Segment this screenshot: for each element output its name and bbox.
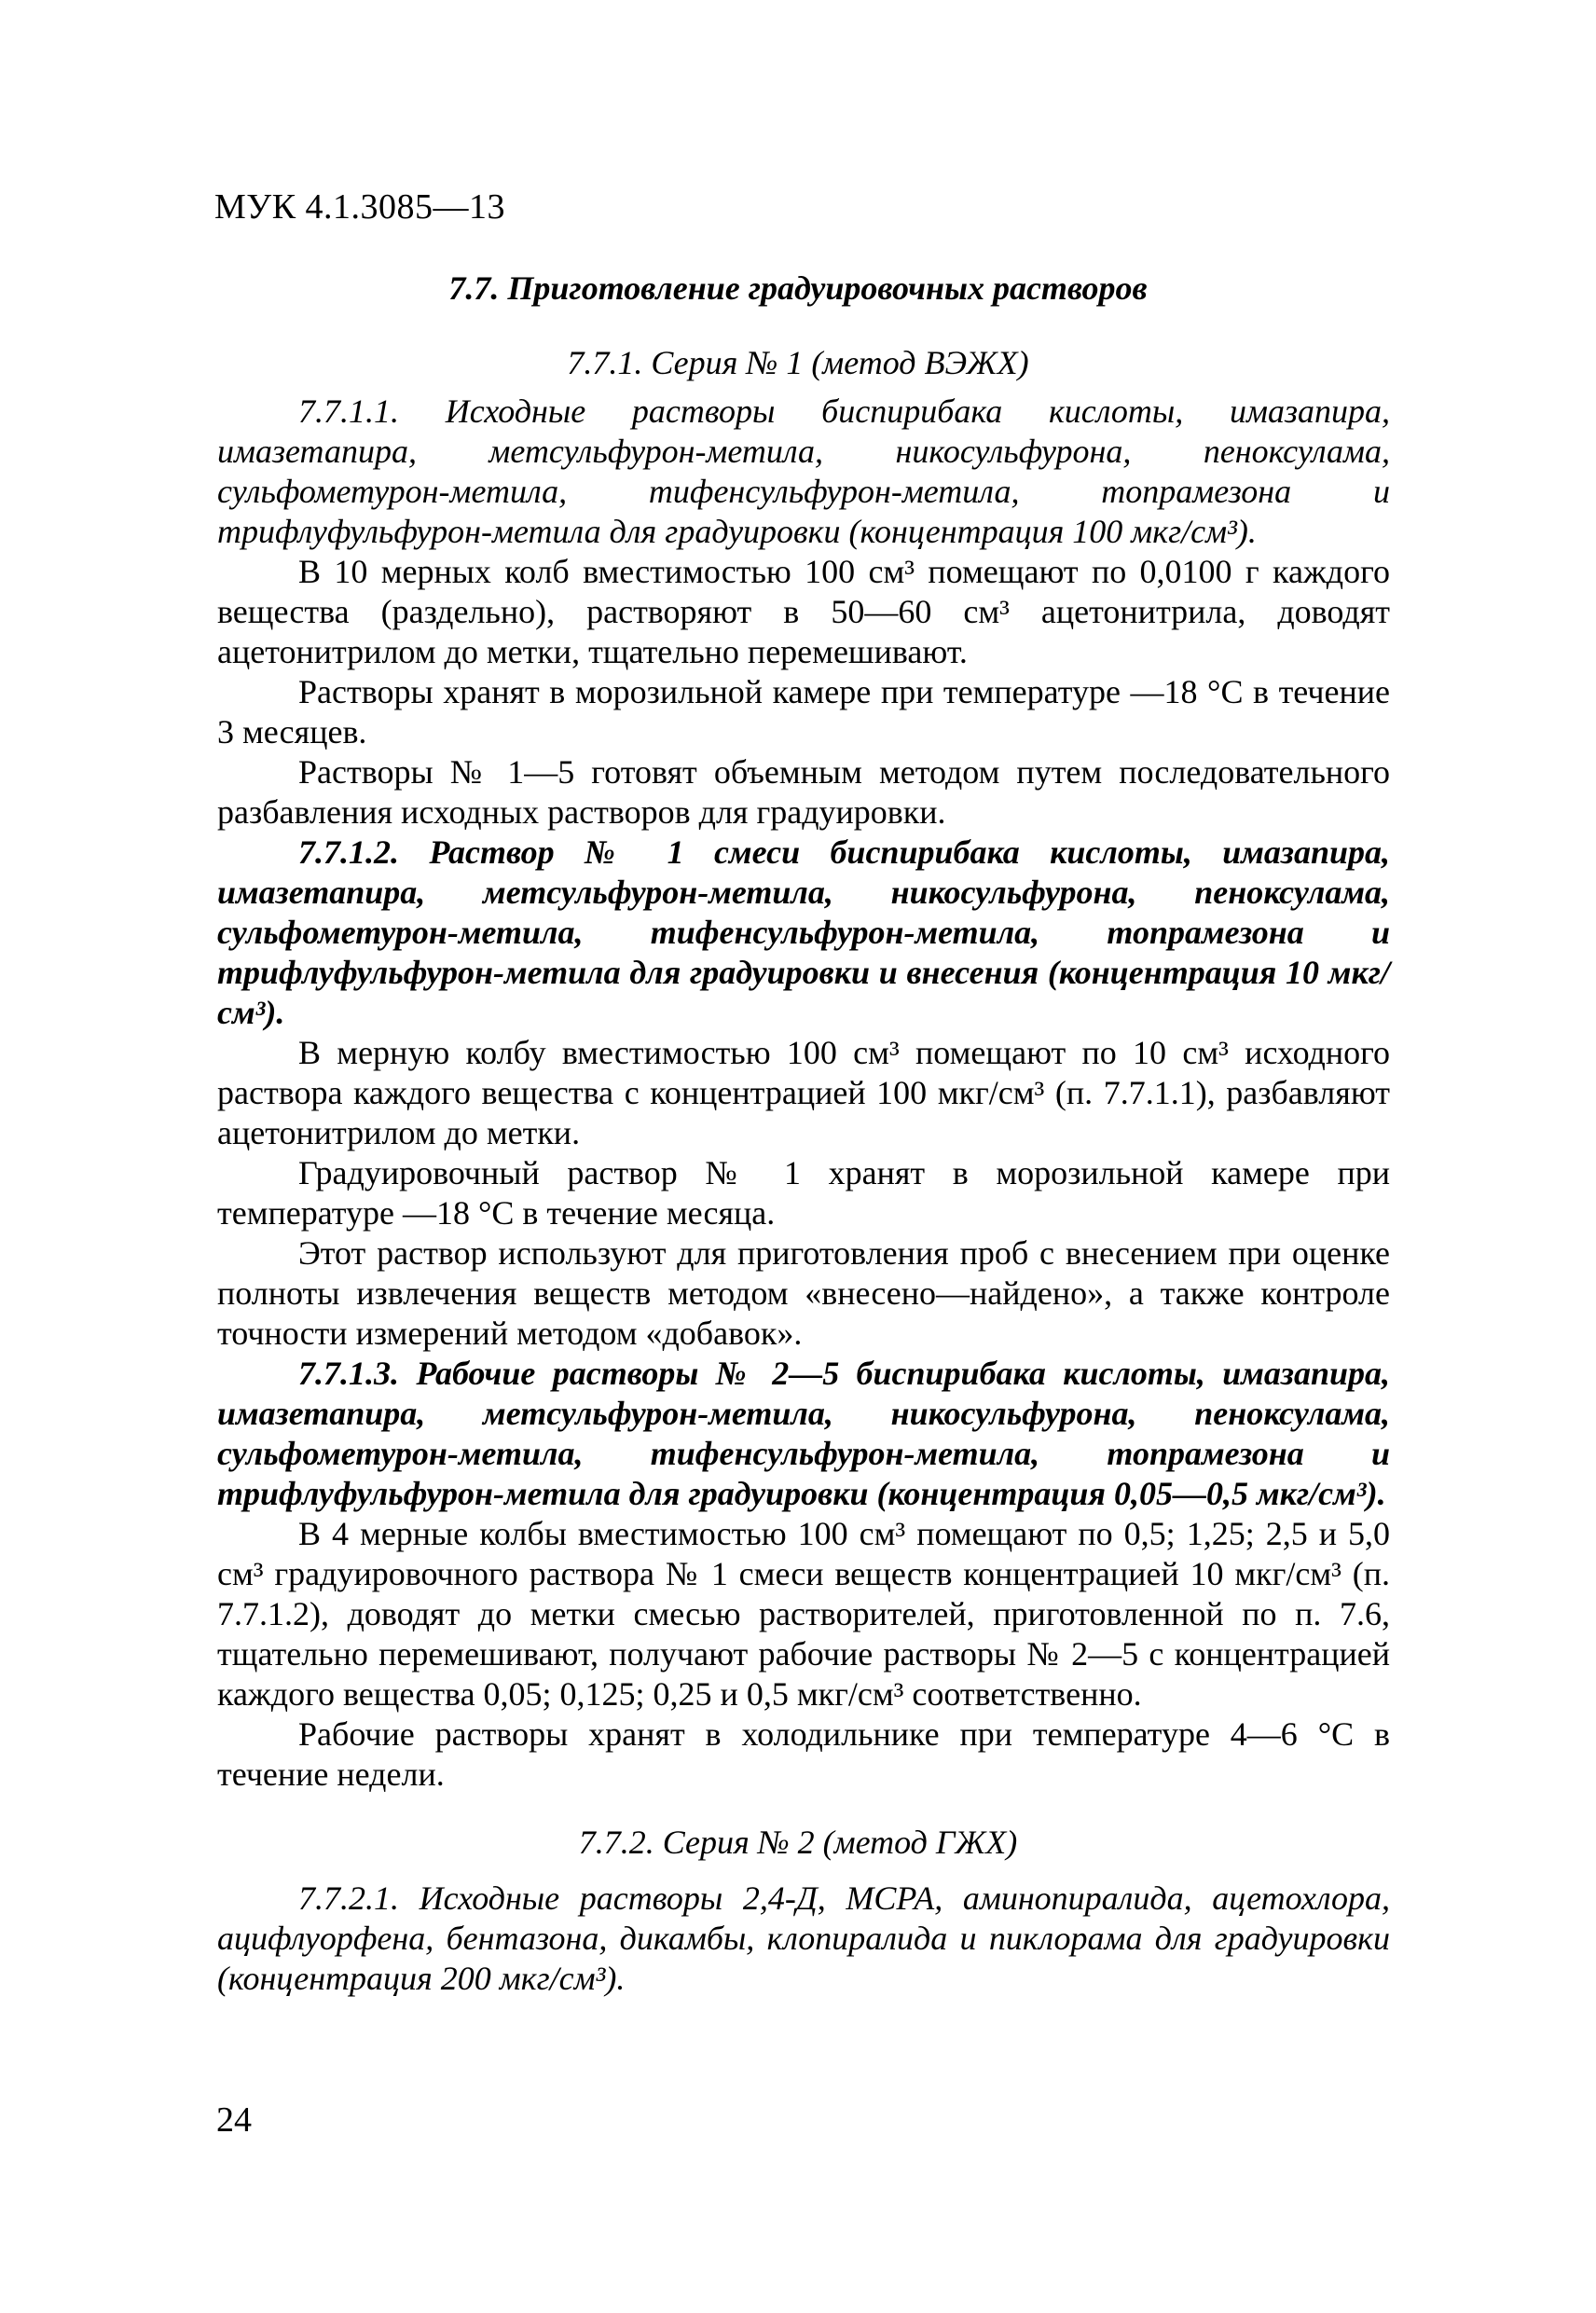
- paragraph: В 4 мерные колбы вместимостью 100 см³ помещают по 0,5; 1,25; 2,5 и 5,0 см³ градуировочного раствора № 1 смеси веществ концентрацией 10 мкг/см³ (п. 7.7.1.2), доводят до метки смесью растворителей, приготовленной по п. 7.6, тщательно перемешивают, получают рабочие растворы № 2—5 с концентрацией каждого вещества 0,05; 0,125; 0,25 и 0,5 мкг/см³ соответственно.: [217, 1515, 1390, 1713]
- paragraph-7-7-1-1: [217, 392, 1390, 552]
- clause-number: 7.7.1.1.: [298, 392, 446, 430]
- series-2-body: [217, 1879, 1390, 1999]
- paragraph: В 10 мерных колб вместимостью 100 см³ помещают по 0,0100 г каждого вещества (раздельно), растворяют в 50—60 см³ ацетонитрила, доводят ацетонитрилом до метки, тщательно перемешивают.: [217, 553, 1390, 670]
- paragraph-7-7-1-3: [217, 1354, 1390, 1514]
- clause-number: 7.7.1.2.: [298, 833, 430, 871]
- clause-heading: Рабочие растворы № 2—5 биспирибака кислоты, имазапира, имазетапира, метсульфурон-метила, никосульфурона, пеноксулама, сульфометурон-метила, тифенсульфурон-метила, топрамезона и трифлуфульфурон-метила для градуировки (концентрация 0,05—0,5 мкг/см³).: [217, 1355, 1390, 1512]
- paragraph: Градуировочный раствор № 1 хранят в морозильной камере при температуре —18 °С в течение месяца.: [217, 1154, 1390, 1232]
- paragraph-7-7-1-2: [217, 833, 1390, 1033]
- paragraph: Растворы хранят в морозильной камере при температуре —18 °С в течение 3 месяцев.: [217, 673, 1390, 750]
- paragraph: Рабочие растворы хранят в холодильнике при температуре 4—6 °С в течение недели.: [217, 1715, 1390, 1793]
- clause-heading: Исходные растворы биспирибака кислоты, имазапира, имазетапира, метсульфурон-метила, никосульфурона, пеноксулама, сульфометурон-метила, тифенсульфурон-метила, топрамезона и трифлуфульфурон-метила для градуировки (концентрация 100 мкг/см³).: [217, 392, 1391, 550]
- paragraph-7-7-2-1: [217, 1879, 1390, 1999]
- clause-heading: Раствор № 1 смеси биспирибака кислоты, имазапира, имазетапира, метсульфурон-метила, никосульфурона, пеноксулама, сульфометурон-метила, тифенсульфурон-метила, топрамезона и трифлуфульфурон-метила для градуировки и внесения (концентрация 10 мкг/см³).: [217, 833, 1390, 1031]
- series-2-title: 7.7.2. Серия № 2 (метод ГЖХ): [578, 1824, 1018, 1861]
- page-number: 24: [216, 2100, 252, 2140]
- clause-number: 7.7.2.1.: [298, 1879, 420, 1917]
- section-title: 7.7. Приготовление градуировочных растворов: [448, 269, 1148, 307]
- clause-heading: Исходные растворы 2,4-Д, МСРА, аминопиралида, ацетохлора, ацифлуорфена, бентазона, дикамбы, клопиралида и пиклорама для градуировки (концентрация 200 мкг/см³).: [217, 1879, 1391, 1997]
- clause-number: 7.7.1.3.: [298, 1355, 417, 1392]
- series-1-body: [217, 392, 1390, 1795]
- paragraph: В мерную колбу вместимостью 100 см³ помещают по 10 см³ исходного раствора каждого вещества с концентрацией 100 мкг/см³ (п. 7.7.1.1), разбавляют ацетонитрилом до метки.: [217, 1034, 1390, 1151]
- document-code: МУК 4.1.3085—13: [214, 187, 506, 227]
- paragraph: Этот раствор используют для приготовления проб с внесением при оценке полноты извлечения веществ методом «внесено—найдено», а также контроле точности измерений методом «добавок».: [217, 1234, 1390, 1352]
- paragraph: Растворы № 1—5 готовят объемным методом путем последовательного разбавления исходных растворов для градуировки.: [217, 753, 1390, 831]
- series-1-title: 7.7.1. Серия № 1 (метод ВЭЖХ): [567, 344, 1029, 381]
